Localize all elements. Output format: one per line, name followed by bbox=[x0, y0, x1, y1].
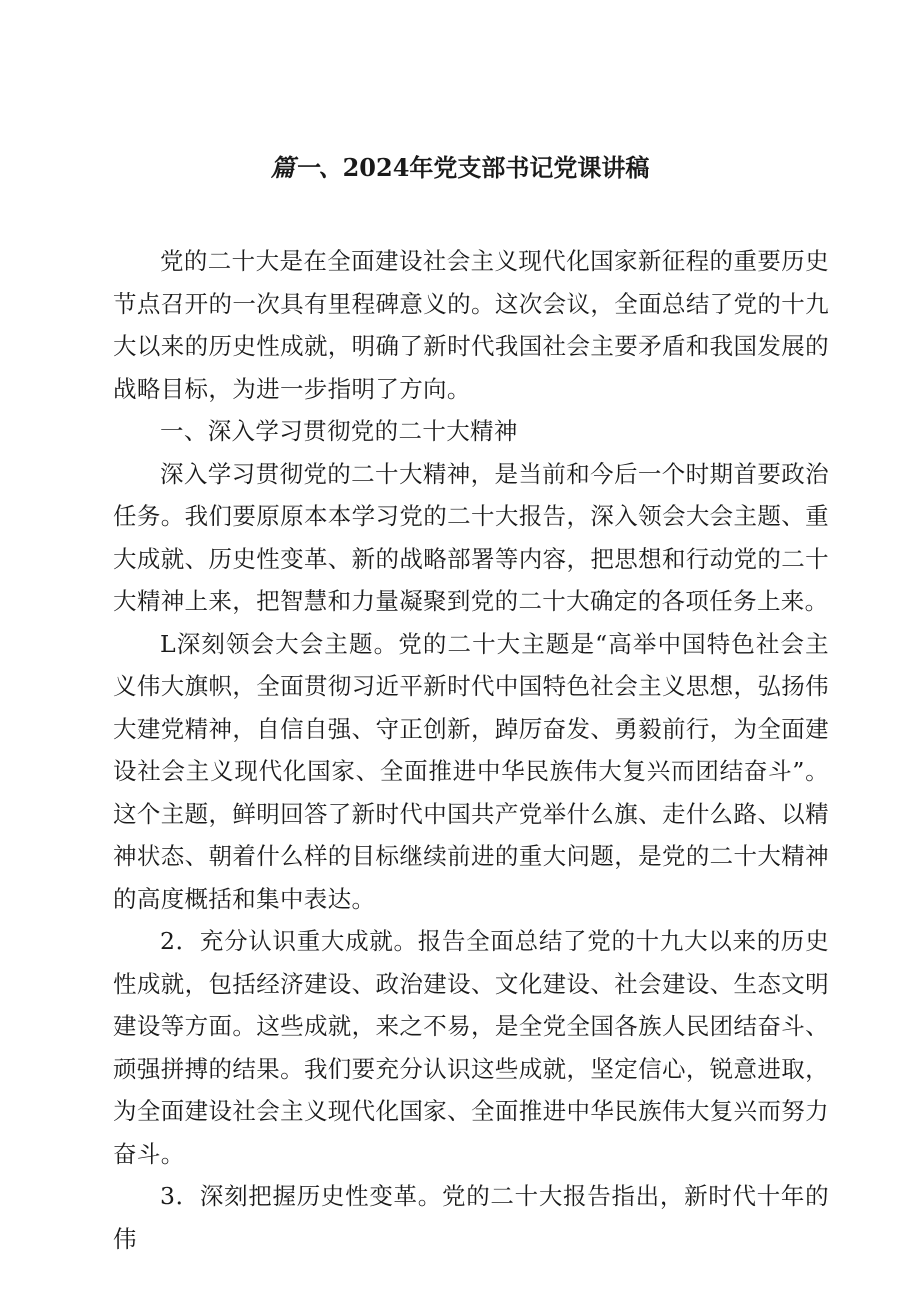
paragraph-section-1: 深入学习贯彻党的二十大精神，是当前和今后一个时期首要政治任务。我们要原原本本学习党的二十大报告，深入领会大会主题、重大成就、历史性变革、新的战略部署等内容，把思想和行动党的二十大精神上来，把智慧和力量凝聚到党的二十大确定的各项任务上来。 bbox=[113, 459, 829, 615]
paragraph-item-2: 2．充分认识重大成就。报告全面总结了党的十九大以来的历史性成就，包括经济建设、政治建设、文化建设、社会建设、生态文明建设等方面。这些成就，来之不易，是全党全国各族人民团结奋斗、顽强拼搏的结果。我们要充分认识这些成就，坚定信心，锐意进取，为全面建设社会主义现代化国家、全面推进中华民族伟大复兴而努力奋斗。 bbox=[113, 927, 829, 1168]
paragraph-intro: 党的二十大是在全面建设社会主义现代化国家新征程的重要历史节点召开的一次具有里程碑意义的。这次会议，全面总结了党的十九大以来的历史性成就，明确了新时代我国社会主要矛盾和我国发展的战略目标，为进一步指明了方向。 bbox=[113, 247, 829, 403]
paragraph-item-3: 3．深刻把握历史性变革。党的二十大报告指出，新时代十年的伟 bbox=[113, 1182, 829, 1253]
document-body bbox=[113, 240, 829, 1260]
section-heading-1: 一、深入学习贯彻党的二十大精神 bbox=[160, 417, 518, 445]
title-main: 2024年党支部书记党课讲稿 bbox=[342, 153, 650, 182]
title-prefix: 篇一、 bbox=[270, 153, 343, 182]
paragraph-item-1: L深刻领会大会主题。党的二十大主题是“高举中国特色社会主义伟大旗帜，全面贯彻习近平新时代中国特色社会主义思想，弘扬伟大建党精神，自信自强、守正创新，踔厉奋发、勇毅前行，为全面建设社会主义现代化国家、全面推进中华民族伟大复兴而团结奋斗”。这个主题，鲜明回答了新时代中国共产党举什么旗、走什么路、以精神状态、朝着什么样的目标继续前进的重大问题，是党的二十大精神的高度概括和集中表达。 bbox=[113, 629, 829, 913]
document-title bbox=[0, 148, 920, 183]
